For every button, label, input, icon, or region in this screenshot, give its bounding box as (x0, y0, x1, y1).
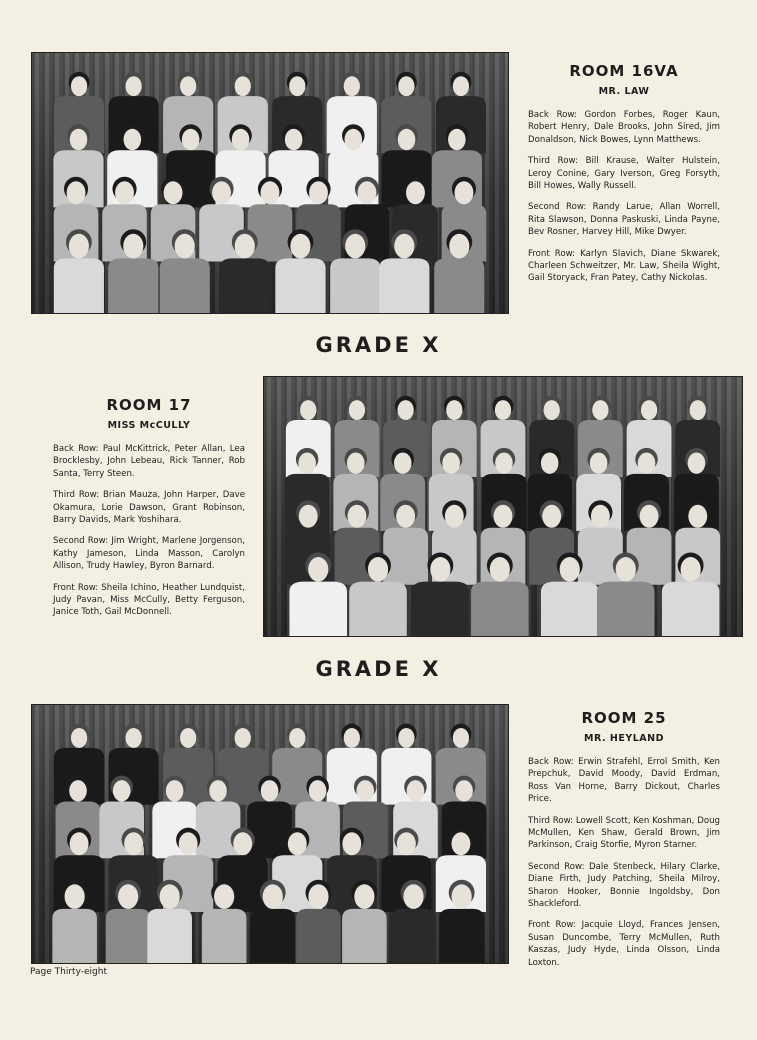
class-photo-room-25 (31, 704, 509, 964)
back-row-names: Back Row: Gordon Forbes, Roger Kaun, Robert Henry, Dale Brooks, John Sired, Jim Donaldson, Nick Bowes, Lynn Matthews. (528, 110, 720, 145)
grade-heading: GRADE X (315, 333, 442, 357)
back-row-names: Back Row: Erwin Strafehl, Errol Smith, Ken Prepchuk, David Moody, David Erdman, Ross Van Horne, Barry Dickout, Charles Price. (528, 757, 720, 805)
teacher-name: MR. HEYLAND (584, 733, 664, 744)
room-title: ROOM 25 (581, 709, 667, 727)
class-photo-room-17 (263, 376, 743, 637)
caption-room-25 (528, 709, 720, 978)
page-number: Page Thirty-eight (30, 967, 107, 977)
room-title: ROOM 17 (106, 396, 192, 414)
second-row-names: Second Row: Dale Stenbeck, Hilary Clarke, Diane Firth, Judy Patching, Sheila Milroy, Sharon Hooker, Bonnie Ingoldsby, Don Shackleford. (528, 861, 720, 910)
caption-room-16va (528, 62, 720, 294)
third-row-names: Third Row: Bill Krause, Walter Hulstein, Leroy Conine, Gary Iverson, Greg Forsyth, Bill Howes, Wally Russell. (528, 156, 720, 192)
front-row-names: Front Row: Karlyn Slavich, Diane Skwarek, Charleen Schweitzer, Mr. Law, Sheila Wight, Gail Storyack, Fran Patey, Cathy Nickolas. (528, 248, 720, 284)
front-row-names: Front Row: Sheila Ichino, Heather Lundquist, Judy Pavan, Miss McCully, Betty Ferguson, Janice Toth, Gail McDonnell. (53, 582, 245, 618)
class-photo-room-16va (31, 52, 509, 314)
class-photo-figures (264, 377, 742, 636)
second-row-names: Second Row: Randy Larue, Allan Worrell, Rita Slawson, Donna Paskuski, Linda Payne, Bev Rosner, Harvey Hill, Mike Dwyer. (528, 202, 720, 238)
caption-room-17 (53, 396, 245, 628)
class-photo-figures (32, 705, 508, 963)
third-row-names: Third Row: Lowell Scott, Ken Koshman, Doug McMullen, Ken Shaw, Gerald Brown, Jim Parkinson, Craig Storfie, Myron Starner. (528, 815, 720, 851)
second-row-names: Second Row: Jim Wright, Marlene Jorgenson, Kathy Jameson, Linda Masson, Carolyn Allison, Trudy Hawley, Byron Barnard. (53, 536, 245, 572)
room-title: ROOM 16VA (569, 62, 679, 80)
class-photo-figures (32, 53, 508, 313)
teacher-name: MR. LAW (598, 86, 650, 97)
front-row-names: Front Row: Jacquie Lloyd, Frances Jensen, Susan Duncombe, Terry McMullen, Ruth Kaszas, Judy Hyde, Linda Olsson, Linda Loxton. (528, 920, 720, 968)
third-row-names: Third Row: Brian Mauza, John Harper, Dave Okamura, Lorie Dawson, Grant Robinson, Barry Davids, Mark Yoshihara. (53, 490, 245, 526)
back-row-names: Back Row: Paul McKittrick, Peter Allan, Lea Brocklesby, John Lebeau, Rick Tanner, Rob Santa, Terry Steen. (53, 444, 245, 479)
teacher-name: MISS McCULLY (107, 420, 191, 431)
grade-heading: GRADE X (315, 657, 442, 681)
